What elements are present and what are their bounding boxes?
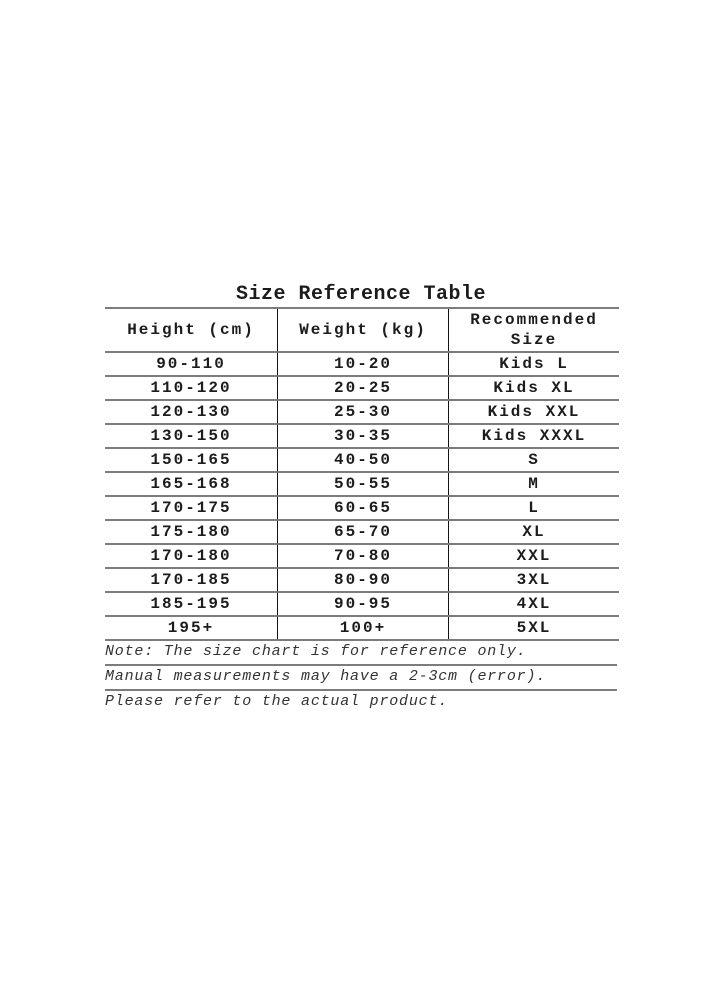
table-row	[105, 568, 619, 592]
weight-cell: 40-50	[278, 448, 449, 472]
table-row	[105, 424, 619, 448]
weight-cell: 20-25	[278, 376, 449, 400]
size-cell: Kids XXL	[449, 400, 620, 424]
height-cell: 185-195	[105, 592, 278, 616]
height-cell: 170-180	[105, 544, 278, 568]
table-row	[105, 592, 619, 616]
weight-cell: 100+	[278, 616, 449, 640]
height-cell: 170-175	[105, 496, 278, 520]
column-header-weight: Weight (kg)	[278, 308, 449, 352]
height-cell: 165-168	[105, 472, 278, 496]
weight-cell: 30-35	[278, 424, 449, 448]
size-cell: Kids XXXL	[449, 424, 620, 448]
height-cell: 170-185	[105, 568, 278, 592]
table-row	[105, 496, 619, 520]
height-cell: 195+	[105, 616, 278, 640]
table-body	[105, 352, 619, 640]
weight-cell: 80-90	[278, 568, 449, 592]
size-cell: S	[449, 448, 620, 472]
weight-cell: 60-65	[278, 496, 449, 520]
table-row	[105, 616, 619, 640]
note-line: Please refer to the actual product.	[105, 693, 449, 710]
size-cell: Kids L	[449, 352, 620, 376]
table-row	[105, 448, 619, 472]
weight-cell: 65-70	[278, 520, 449, 544]
height-cell: 110-120	[105, 376, 278, 400]
table-row	[105, 544, 619, 568]
table-row	[105, 400, 619, 424]
height-cell: 90-110	[105, 352, 278, 376]
height-cell: 175-180	[105, 520, 278, 544]
size-cell: XL	[449, 520, 620, 544]
height-cell: 130-150	[105, 424, 278, 448]
note-line: Note: The size chart is for reference only.	[105, 641, 617, 666]
size-chart-sheet	[105, 283, 617, 714]
weight-cell: 90-95	[278, 592, 449, 616]
height-cell: 150-165	[105, 448, 278, 472]
table-title: Size Reference Table	[235, 283, 487, 306]
size-cell: 5XL	[449, 616, 620, 640]
notes-section	[105, 641, 617, 714]
weight-cell: 25-30	[278, 400, 449, 424]
table-row	[105, 472, 619, 496]
note-line: Manual measurements may have a 2-3cm (error).	[105, 666, 617, 691]
table-row	[105, 352, 619, 376]
column-header-height: Height (cm)	[105, 308, 278, 352]
weight-cell: 10-20	[278, 352, 449, 376]
size-cell: M	[449, 472, 620, 496]
table-row	[105, 520, 619, 544]
weight-cell: 70-80	[278, 544, 449, 568]
size-cell: 3XL	[449, 568, 620, 592]
weight-cell: 50-55	[278, 472, 449, 496]
table-row	[105, 376, 619, 400]
size-table	[105, 307, 619, 641]
size-cell: 4XL	[449, 592, 620, 616]
column-header-recommended-size: Recommended Size	[449, 308, 620, 352]
height-cell: 120-130	[105, 400, 278, 424]
table-header-row	[105, 308, 619, 352]
table-head	[105, 308, 619, 352]
size-cell: Kids XL	[449, 376, 620, 400]
size-cell: XXL	[449, 544, 620, 568]
size-cell: L	[449, 496, 620, 520]
